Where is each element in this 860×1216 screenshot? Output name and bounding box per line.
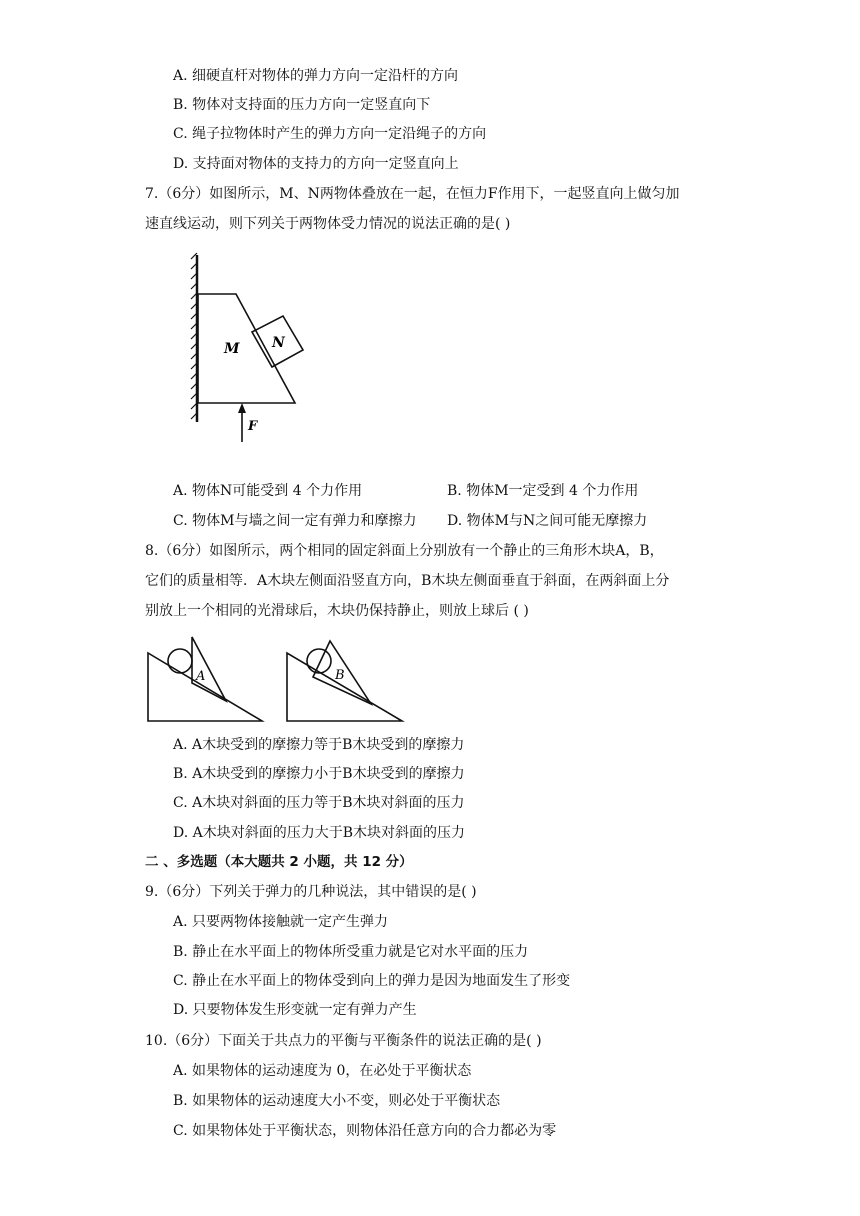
q8-option-a: A. A木块受到的摩擦力等于B木块受到的摩擦力: [173, 737, 465, 753]
q7-figure: [180, 250, 310, 450]
q9-option-a: A. 只要两物体接触就一定产生弹力: [173, 914, 389, 930]
q10-option-b: B. 如果物体的运动速度大小不变，则必处于平衡状态: [173, 1093, 501, 1109]
label-n: N: [272, 335, 285, 351]
q7-stem-line1: 7.（6分）如图所示，M、N两物体叠放在一起，在恒力F作用下，一起竖直向上做匀加: [145, 186, 680, 202]
q8-stem-line2: 它们的质量相等．A木块左侧面沿竖直方向，B木块左侧面垂直于斜面，在两斜面上分: [145, 573, 670, 589]
q6-option-a: A. 细硬直杆对物体的弹力方向一定沿杆的方向: [173, 68, 459, 84]
q8-option-b: B. A木块受到的摩擦力小于B木块受到的摩擦力: [173, 766, 465, 782]
label-m: M: [224, 341, 240, 357]
q10-stem: 10.（6分）下面关于共点力的平衡与平衡条件的说法正确的是( ): [145, 1033, 542, 1049]
q6-option-b: B. 物体对支持面的压力方向一定竖直向下: [173, 97, 431, 113]
q7-option-d: D. 物体M与N之间可能无摩擦力: [447, 513, 648, 529]
q9-option-c: C. 静止在水平面上的物体受到向上的弹力是因为地面发生了形变: [173, 973, 571, 989]
q8-figure: [140, 632, 410, 727]
label-b: B: [335, 668, 345, 683]
section-2-title: 二 、多选题（本大题共 2 小题，共 12 分）: [145, 854, 413, 870]
q9-option-d: D. 只要物体发生形变就一定有弹力产生: [173, 1002, 417, 1018]
ball-left: [168, 649, 192, 673]
q8-stem-line1: 8.（6分）如图所示，两个相同的固定斜面上分别放有一个静止的三角形木块A，B，: [145, 543, 664, 559]
q7-option-a: A. 物体N可能受到 4 个力作用: [173, 483, 363, 499]
q10-option-c: C. 如果物体处于平衡状态，则物体沿任意方向的合力都必为零: [173, 1123, 557, 1139]
q7-stem-line2: 速直线运动，则下列关于两物体受力情况的说法正确的是( ): [145, 216, 511, 232]
q6-option-c: C. 绳子拉物体时产生的弹力方向一定沿绳子的方向: [173, 126, 487, 142]
label-a: A: [196, 669, 206, 684]
q8-stem-line3: 别放上一个相同的光滑球后，木块仍保持静止，则放上球后 ( ): [145, 603, 529, 619]
q8-option-d: D. A木块对斜面的压力大于B木块对斜面的压力: [173, 825, 466, 841]
q10-option-a: A. 如果物体的运动速度为 0，在必处于平衡状态: [173, 1063, 472, 1079]
label-f: F: [248, 419, 258, 434]
q7-option-c: C. 物体M与墙之间一定有弹力和摩擦力: [173, 513, 417, 529]
incline-left: [148, 653, 262, 721]
ball-right: [307, 649, 331, 673]
q9-stem: 9.（6分）下列关于弹力的几种说法，其中错误的是( ): [145, 884, 477, 900]
force-arrow: [238, 403, 246, 413]
q6-option-d: D. 支持面对物体的支持力的方向一定竖直向上: [173, 156, 459, 172]
q7-option-b: B. 物体M一定受到 4 个力作用: [447, 483, 639, 499]
q9-option-b: B. 静止在水平面上的物体所受重力就是它对水平面的压力: [173, 944, 529, 960]
q8-option-c: C. A木块对斜面的压力等于B木块对斜面的压力: [173, 795, 465, 811]
